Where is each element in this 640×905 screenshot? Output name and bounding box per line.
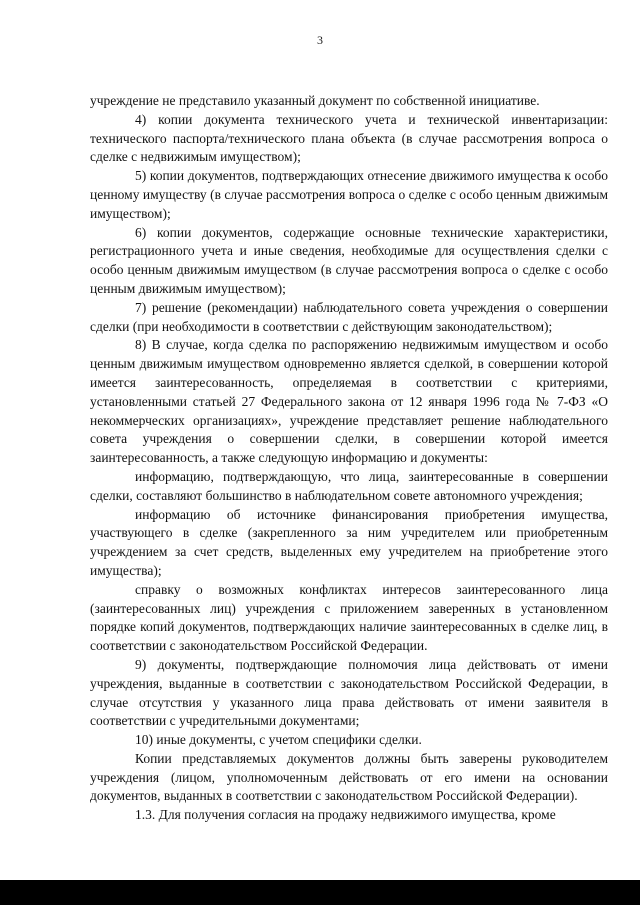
paragraph-item-5: 5) копии документов, подтверждающих отнесение движимого имущества к особо ценному имуществу (в случае рассмотрения вопроса о сделке с особо ценным движимым имуществом); [90,168,608,221]
paragraph-section-1-3: 1.3. Для получения согласия на продажу недвижимого имущества, кроме [135,807,556,823]
paragraph-copies-certification: Копии представляемых документов должны быть заверены руководителем учреждения (лицом, уполномоченным действовать от его имени на основании документов, выданных в соответствии с законодательством Российской Федерации). [90,750,608,804]
paragraph-item-8: 8) В случае, когда сделка по распоряжению недвижимым имуществом и особо ценным движимым имуществом одновременно является сделкой, в совершении которой имеется заинтересованность, определяемая в соответствии с критериями, установленными статьей 27 Федерального закона от 12 января 1996 года № 7-ФЗ «О некоммерческих организациях», учреждение представляет решение наблюдательного совета учреждения о совершении сделки, в совершении которой имеется заинтересованность, а также следующую информацию и документы: [90,337,608,466]
paragraph-item-10: 10) иные документы, с учетом специфики сделки. [135,732,422,748]
paragraph-subitem-interested-persons: информацию, подтверждающую, что лица, заинтересованные в совершении сделки, составляют большинство в наблюдательном совете автономного учреждения; [90,468,608,503]
paragraph-subitem-financing-source: информацию об источнике финансирования приобретения имущества, участвующего в сделке (закрепленного за ним учредителем или приобретенным учреждением за счет средств, выделенных ему учредителем на приобретение этого имущества); [90,506,608,578]
scan-bottom-border [0,880,640,905]
document-body [90,92,608,825]
paragraph-item-9: 9) документы, подтверждающие полномочия лица действовать от имени учреждения, выданные в соответствии с законодательством Российской Федерации, в случае отсутствия у указанного лица права действовать от имени заявителя в соответствии с учредительными документами; [90,656,608,729]
paragraph-item-7: 7) решение (рекомендации) наблюдательного совета учреждения о совершении сделки (при необходимости в соответствии с действующим законодательством); [90,299,608,334]
paragraph-item-4: 4) копии документа технического учета и технической инвентаризации: технического паспорта/технического плана объекта (в случае рассмотрения вопроса о сделке с недвижимым имуществом); [90,111,608,165]
paragraph-subitem-conflict-certificate: справку о возможных конфликтах интересов заинтересованного лица (заинтересованных лиц) учреждения с приложением заверенных в установленном порядке копий документов, подтверждающих наличие заинтересованных в сделке лиц, в соответствии с законодательством Российской Федерации. [90,581,608,654]
paragraph-continuation: учреждение не представило указанный документ по собственной инициативе. [90,93,540,108]
paragraph-item-6: 6) копии документов, содержащие основные технические характеристики, регистрационного учета и иные сведения, необходимые для осуществления сделки с особо ценным движимым имуществом (в случае рассмотрения вопроса о сделке с особо ценным движимым имуществом); [90,224,608,296]
page-number: 3 [317,33,323,47]
